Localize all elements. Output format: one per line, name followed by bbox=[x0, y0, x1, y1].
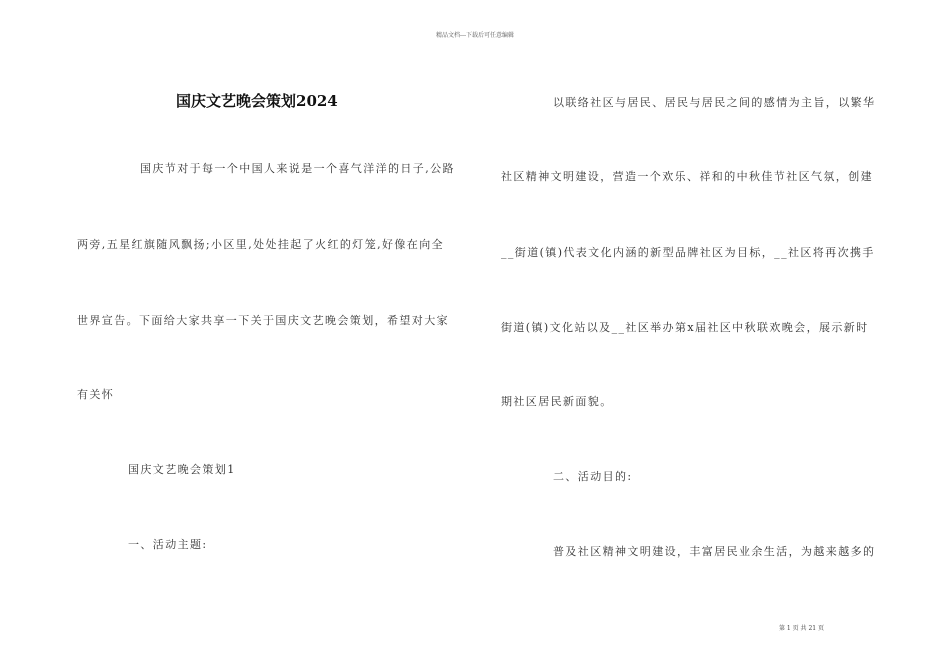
right-paragraph-line: 期社区居民新面貌。 bbox=[501, 395, 613, 408]
right-paragraph-line: 以联络社区与居民、居民与居民之间的感情为主旨，以繁华 bbox=[553, 96, 876, 109]
page-number: 第 1 页 共 21 页 bbox=[779, 625, 824, 632]
right-paragraph-line: __街道(镇)代表文化内涵的新型品牌社区为目标，__社区将再次携手 bbox=[501, 246, 875, 259]
document-title: 国庆文艺晚会策划2024 bbox=[176, 92, 338, 110]
section-heading: 国庆文艺晚会策划1 bbox=[128, 463, 236, 476]
right-paragraph-line: 街道(镇)文化站以及__社区举办第x届社区中秋联欢晚会，展示新时 bbox=[501, 321, 869, 334]
section-heading: 一、活动主题: bbox=[128, 538, 208, 551]
right-paragraph-line: 社区精神文明建设，营造一个欢乐、祥和的中秋佳节社区气氛，创建 bbox=[501, 170, 873, 183]
left-paragraph-line: 世界宣告。下面给大家共享一下关于国庆文艺晚会策划，希望对大家 bbox=[77, 314, 449, 327]
section-heading: 二、活动目的: bbox=[553, 470, 633, 483]
right-paragraph-line: 普及社区精神文明建设，丰富居民业余生活，为越来越多的 bbox=[553, 545, 876, 558]
header-note: 精品文档---下载后可任意编辑 bbox=[435, 32, 515, 39]
left-paragraph-line: 有关怀 bbox=[77, 388, 115, 401]
left-paragraph-line: 国庆节对于每一个中国人来说是一个喜气洋洋的日子,公路 bbox=[140, 162, 455, 175]
left-paragraph-line: 两旁,五星红旗随风飘扬;小区里,处处挂起了火红的灯笼,好像在向全 bbox=[77, 238, 444, 251]
